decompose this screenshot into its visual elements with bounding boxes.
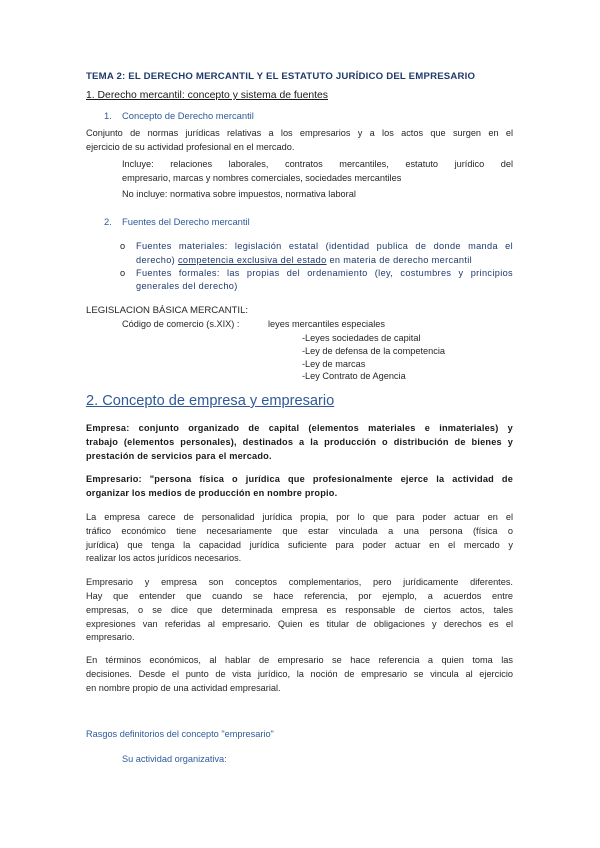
leyes-especiales: leyes mercantiles especiales: [268, 319, 385, 329]
para2-line-3: empresas, o se dice que determinada empresa es responsable de ciertos actos, tales: [86, 605, 513, 615]
subsection-number: 2.: [104, 216, 112, 227]
section-2-heading: 2. Concepto de empresa y empresario: [86, 393, 335, 409]
subsection-number: 1.: [104, 110, 112, 121]
para2-line-1: Empresario y empresa son conceptos complementarios, pero jurídicamente diferentes.: [86, 577, 513, 587]
section-1-heading: 1. Derecho mercantil: concepto y sistema de fuentes: [86, 90, 328, 101]
bullet-marker: o: [120, 268, 126, 278]
ley-item: -Ley Contrato de Agencia: [302, 371, 406, 381]
bullet-text: derecho): [136, 255, 178, 265]
underlined-text: competencia exclusiva del estado: [177, 255, 327, 265]
subsection-label: Fuentes del Derecho mercantil: [122, 216, 250, 227]
para3-line-2: decisiones. Desde el punto de vista jurídico, la noción de empresario se vincula al ejercicio: [86, 669, 513, 679]
empresa-line-1: Empresa: conjunto organizado de capital (elementos materiales e inmateriales) y: [86, 423, 513, 433]
bullet-text: en materia de derecho mercantil: [326, 255, 473, 265]
bullet-fuentes-materiales: [120, 241, 513, 251]
legislacion-heading: LEGISLACION BÁSICA MERCANTIL:: [86, 305, 249, 316]
rasgos-heading: Rasgos definitorios del concepto "empresario": [86, 729, 274, 739]
empresario-line-1: Empresario: "persona física o jurídica que profesionalmente ejerce la actividad de: [86, 474, 513, 484]
bullet-line: Fuentes materiales: legislación estatal (identidad publica de donde manda el: [136, 241, 513, 251]
empresa-line-3: prestación de servicios para el mercado.: [86, 451, 272, 461]
ley-item: -Ley de marcas: [302, 359, 366, 369]
para2-line-4: expresiones van referidas al empresario. Quien es titular de obligaciones y derechos es el: [86, 619, 513, 629]
incluye-line-1: Incluye: relaciones laborales, contratos mercantiles, estatuto jurídico del: [122, 159, 513, 169]
actividad-organizativa: Su actividad organizativa:: [122, 754, 227, 764]
document-title: TEMA 2: EL DERECHO MERCANTIL Y EL ESTATUTO JURÍDICO DEL EMPRESARIO: [86, 71, 476, 82]
para2-line-5: empresario.: [86, 632, 135, 642]
bullet-marker: o: [120, 241, 126, 251]
subsection-label: Concepto de Derecho mercantil: [122, 110, 254, 121]
no-incluye-line: No incluye: normativa sobre impuestos, normativa laboral: [122, 189, 356, 199]
para2-line-2: Hay que entender que cuando se hace referencia, por ejemplo, a acuerdos entre: [86, 591, 513, 601]
para3-line-1: En términos económicos, al hablar de empresario se hace referencia a quien toma las: [86, 655, 513, 665]
bullet-line: Fuentes formales: las propias del ordenamiento (ley, costumbres y principios: [136, 268, 513, 278]
subsection-fuentes: [104, 216, 250, 227]
ley-item: -Ley de defensa de la competencia: [302, 346, 446, 356]
bullet-fuentes-materiales-cont: [136, 255, 472, 265]
bullet-fuentes-formales: [120, 268, 513, 278]
bullet-fuentes-formales-cont: generales del derecho): [136, 281, 238, 291]
subsection-concepto: [104, 110, 254, 121]
incluye-line-2: empresario, marcas y nombres comerciales, sociedades mercantiles: [122, 173, 402, 183]
empresario-line-2: organizar los medios de producción en nombre propio.: [86, 488, 338, 498]
empresa-line-2: trabajo (elementos personales), destinados a la producción o distribución de bienes y: [86, 437, 513, 447]
definition-line-2: ejercicio de su actividad profesional en el mercado.: [86, 142, 295, 152]
para1-line-4: realizar los actos jurídicos necesarios.: [86, 553, 242, 563]
para1-line-1: La empresa carece de personalidad jurídica propia, por lo que para poder actuar en el: [86, 512, 513, 522]
codigo-comercio: Código de comercio (s.XIX) :: [122, 319, 240, 329]
para1-line-3: jurídica) que tenga la capacidad jurídica suficiente para poder actuar en el mercado y: [86, 540, 513, 550]
ley-item: -Leyes sociedades de capital: [302, 333, 421, 343]
para1-line-2: tráfico económico tiene necesariamente que estar vinculada a una persona (física o: [86, 526, 513, 536]
definition-line-1: Conjunto de normas jurídicas relativas a los empresarios y a los actos que surgen en el: [86, 128, 513, 138]
para3-line-3: en nombre propio de una actividad empresarial.: [86, 683, 281, 693]
